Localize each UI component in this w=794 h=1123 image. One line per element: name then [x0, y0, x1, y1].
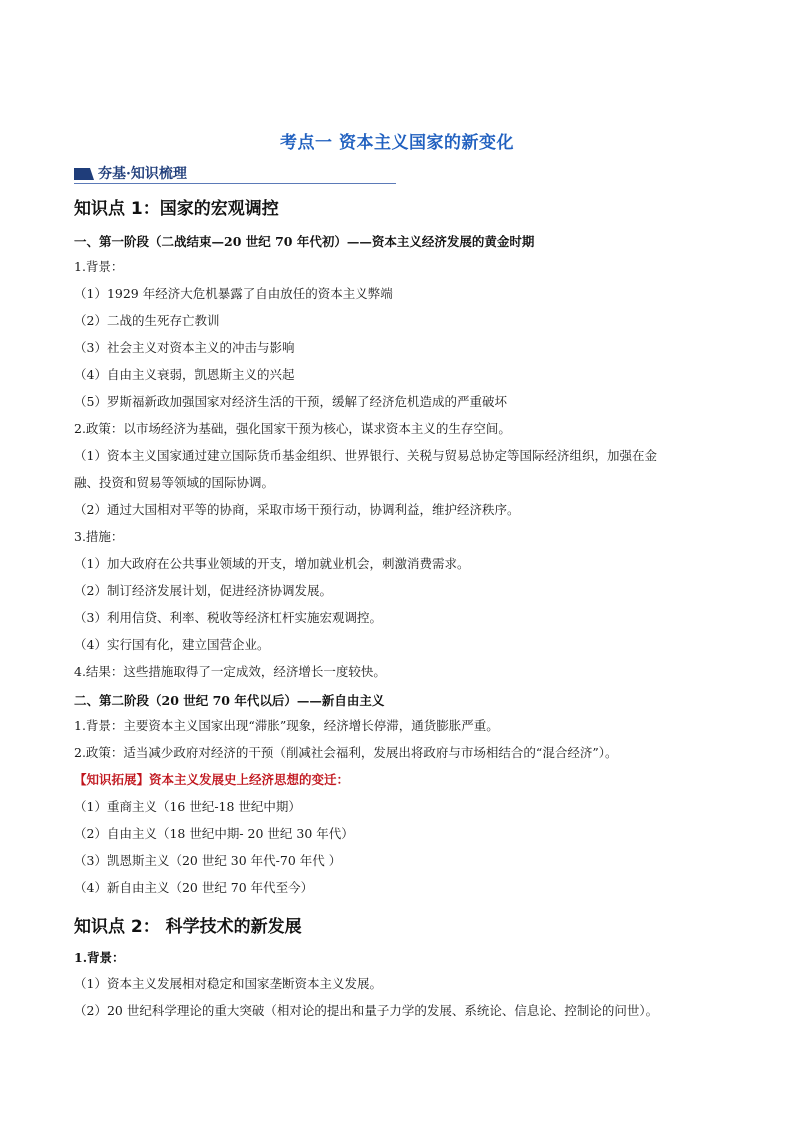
- stage1-measure-item: （4）实行国有化，建立国营企业。: [74, 637, 270, 652]
- banner-underline: [74, 183, 396, 184]
- stage2-background: 1.背景：主要资本主义国家出现“滞胀”现象，经济增长停滞，通货膨胀严重。: [74, 718, 499, 733]
- stage1-background-item: （3）社会主义对资本主义的冲击与影响: [74, 340, 295, 355]
- stage1-background-item: （4）自由主义衰弱，凯恩斯主义的兴起: [74, 367, 295, 382]
- stage1-background-item: （2）二战的生死存亡教训: [74, 313, 220, 328]
- knowledge-extension-label: 【知识拓展】资本主义发展史上经济思想的变迁：: [74, 772, 350, 787]
- stage1-measure-item: （2）制订经济发展计划，促进经济协调发展。: [74, 583, 332, 598]
- stage1-measure-item: （1）加大政府在公共事业领域的开支，增加就业机会，刺激消费需求。: [74, 556, 470, 571]
- stage1-background-item: （5）罗斯福新政加强国家对经济生活的干预，缓解了经济危机造成的严重破坏: [74, 394, 507, 409]
- knowledge-point-2-heading: 知识点 2： 科学技术的新发展: [74, 917, 302, 937]
- k2-background-item: （1）资本主义发展相对稳定和国家垄断资本主义发展。: [74, 976, 382, 991]
- stage1-policy: 2.政策：以市场经济为基础，强化国家干预为核心，谋求资本主义的生存空间。: [74, 421, 511, 436]
- k2-background-item: （2）20 世纪科学理论的重大突破（相对论的提出和量子力学的发展、系统论、信息论、控制论的问世）。: [74, 1003, 659, 1018]
- knowledge-point-1-heading: 知识点 1：国家的宏观调控: [74, 199, 279, 219]
- banner-bar-decoration: [74, 168, 94, 180]
- section-banner: [74, 163, 396, 185]
- extension-item: （3）凯恩斯主义（20 世纪 30 年代-70 年代 ）: [74, 853, 342, 868]
- extension-item: （1）重商主义（16 世纪-18 世纪中期）: [74, 799, 301, 814]
- banner-label: 夯基·知识梳理: [98, 166, 187, 182]
- stage1-policy-item: 融、投资和贸易等领域的国际协调。: [74, 475, 275, 490]
- k2-background-label: 1.背景：: [74, 950, 125, 965]
- stage1-heading: 一、第一阶段（二战结束—20 世纪 70 年代初）——资本主义经济发展的黄金时期: [74, 234, 535, 249]
- stage2-policy: 2.政策：适当减少政府对经济的干预（削减社会福利，发展出将政府与市场相结合的“混合经济”）。: [74, 745, 618, 760]
- stage1-background-label: 1.背景：: [74, 259, 124, 274]
- stage1-policy-item: （2）通过大国相对平等的协商，采取市场干预行动，协调利益，维护经济秩序。: [74, 502, 520, 517]
- extension-item: （4）新自由主义（20 世纪 70 年代至今）: [74, 880, 314, 895]
- page-title: 考点一 资本主义国家的新变化: [280, 133, 514, 153]
- stage1-measure-item: （3）利用信贷、利率、税收等经济杠杆实施宏观调控。: [74, 610, 382, 625]
- stage1-result: 4.结果：这些措施取得了一定成效，经济增长一度较快。: [74, 664, 386, 679]
- stage1-background-item: （1）1929 年经济大危机暴露了自由放任的资本主义弊端: [74, 286, 393, 301]
- stage1-measures-label: 3.措施：: [74, 529, 124, 544]
- stage2-heading: 二、第二阶段（20 世纪 70 年代以后）——新自由主义: [74, 693, 385, 708]
- extension-item: （2）自由主义（18 世纪中期- 20 世纪 30 年代）: [74, 826, 354, 841]
- stage1-policy-item: （1）资本主义国家通过建立国际货币基金组织、世界银行、关税与贸易总协定等国际经济组织，加强在金: [74, 448, 657, 463]
